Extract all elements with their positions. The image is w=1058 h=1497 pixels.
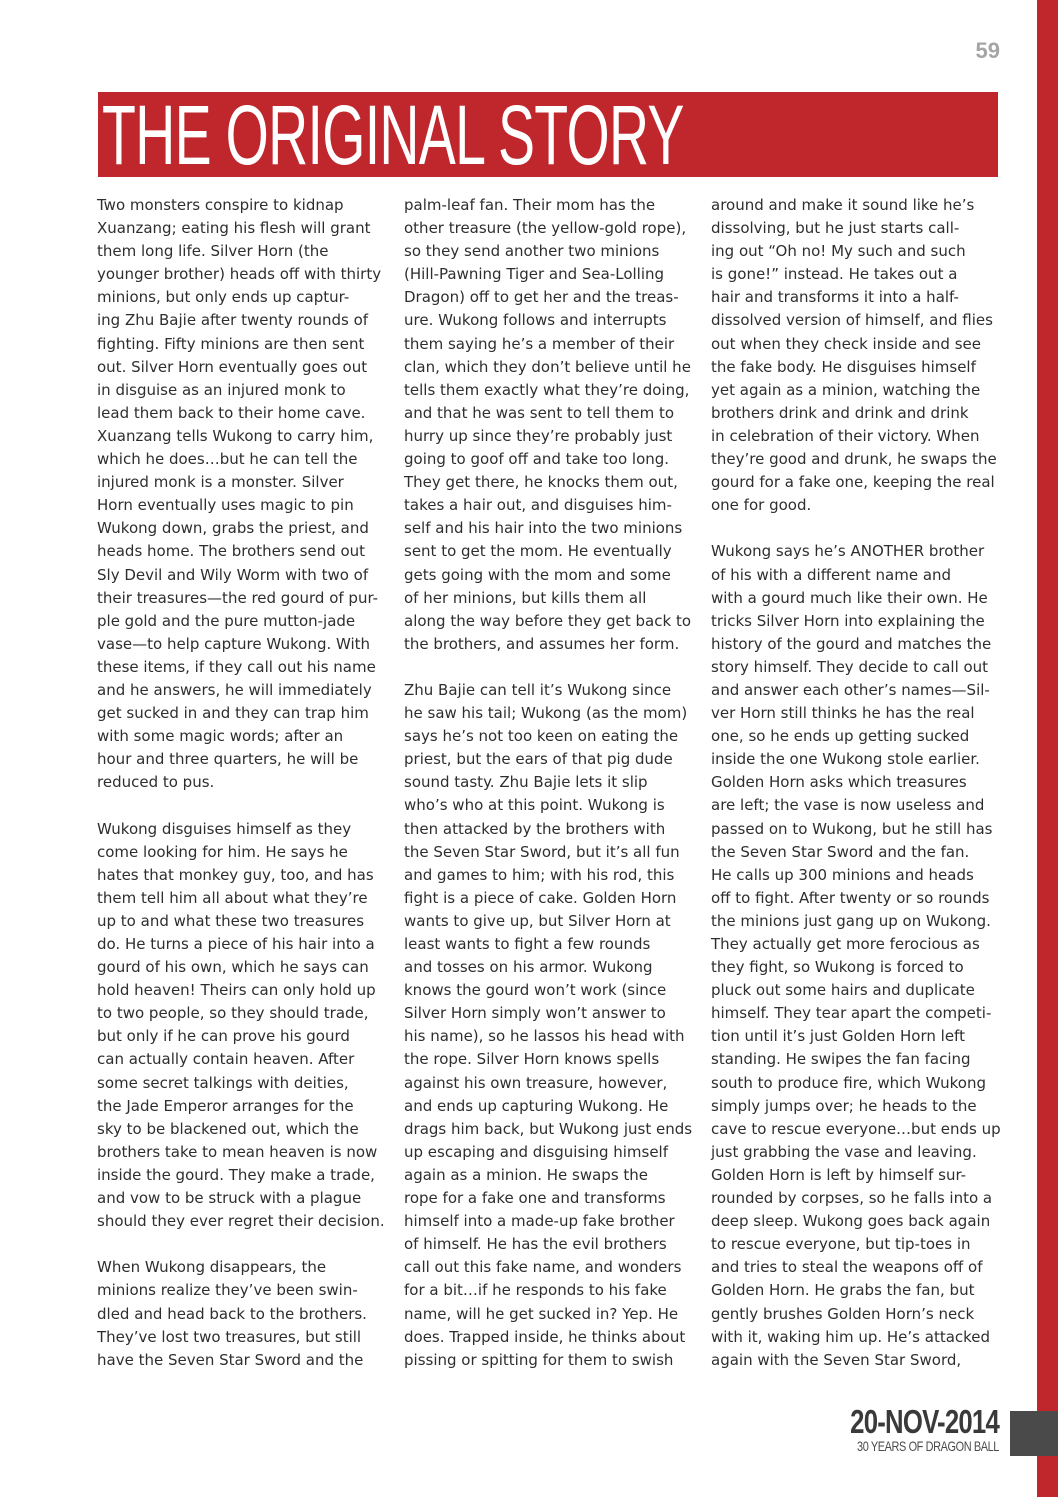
text-line: tricks Silver Horn into explaining the — [711, 611, 985, 630]
text-line: clan, which they don’t believe until he — [404, 357, 691, 376]
text-line: other treasure (the yellow-gold rope), — [404, 219, 687, 238]
text-line: of his with a different name and — [711, 565, 952, 584]
text-line: minions realize they’ve been swin- — [97, 1281, 358, 1300]
text-line: with a gourd much like their own. He — [711, 588, 988, 607]
text-line: again as a minion. He swaps the — [404, 1165, 649, 1184]
text-line: is gone!” instead. He takes out a — [711, 265, 958, 284]
text-line: reduced to pus. — [97, 773, 215, 792]
text-line: They actually get more ferocious as — [711, 935, 980, 953]
text-line: fight is a piece of cake. Golden Horn — [404, 888, 677, 907]
text-line: younger brother) heads off with thirty — [97, 265, 382, 284]
text-line: lead them back to their home cave. — [97, 403, 366, 422]
text-line: ing Zhu Bajie after twenty rounds of — [97, 311, 369, 330]
text-line: Wukong down, grabs the priest, and — [97, 519, 369, 538]
text-line: They’ve lost two treasures, but still — [97, 1327, 362, 1346]
paragraph — [97, 1256, 387, 1371]
text-line: just grabbing the vase and leaving. — [711, 1142, 977, 1161]
text-line: call out this fake name, and wonders — [404, 1258, 682, 1277]
text-line: them saying he’s a member of their — [404, 334, 675, 353]
text-line: vase—to help capture Wukong. With — [97, 634, 371, 653]
text-line: of her minions, but kills them all — [404, 588, 647, 607]
text-column-3 — [711, 194, 1001, 1395]
text-line: the Seven Star Sword and the fan. — [711, 842, 970, 861]
text-line: minions, but only ends up captur- — [97, 288, 350, 307]
text-line: can actually contain heaven. After — [97, 1050, 355, 1069]
paragraph — [711, 194, 1001, 517]
text-line: he saw his tail; Wukong (as the mom) — [404, 704, 688, 723]
text-line: Zhu Bajie can tell it’s Wukong since — [404, 680, 672, 699]
text-line: gourd for a fake one, keeping the real — [711, 473, 995, 492]
text-line: but only if he can prove his gourd — [97, 1027, 350, 1046]
text-line: against his own treasure, however, — [404, 1073, 668, 1092]
text-line: again with the Seven Star Sword, — [711, 1350, 962, 1369]
text-line: to rescue everyone, but tip-toes in — [711, 1235, 971, 1254]
text-line: in disguise as an injured monk to — [97, 380, 346, 399]
text-line: get sucked in and they can trap him — [97, 704, 369, 723]
text-line: which he does…but he can tell the — [97, 450, 358, 469]
text-line: passed on to Wukong, but he still has — [711, 819, 993, 838]
text-line: and games to him; with his rod, this — [404, 865, 675, 884]
text-line: history of the gourd and matches the — [711, 634, 992, 653]
text-line: and that he was sent to tell them to — [404, 403, 675, 422]
text-line: himself. They tear apart the competi- — [711, 1004, 992, 1023]
text-line: story himself. They decide to call out — [711, 657, 989, 676]
text-line: out. Silver Horn eventually goes out — [97, 357, 368, 376]
text-line: have the Seven Star Sword and the — [97, 1350, 364, 1369]
text-line: tells them exactly what they’re doing, — [404, 380, 690, 399]
text-line: sound tasty. Zhu Bajie lets it slip — [404, 773, 648, 792]
text-line: hour and three quarters, he will be — [97, 750, 359, 769]
text-line: up to and what these two treasures — [97, 911, 365, 930]
text-line: to two people, so they should trade, — [97, 1004, 369, 1023]
text-line: brothers take to mean heaven is now — [97, 1142, 378, 1161]
text-line: They get there, he knocks them out, — [404, 473, 678, 492]
text-line: hair and transforms it into a half- — [711, 288, 959, 307]
text-line: drags him back, but Wukong just ends — [404, 1119, 693, 1138]
text-line: the brothers, and assumes her form. — [404, 634, 680, 653]
text-line: with it, waking him up. He’s attacked — [711, 1327, 991, 1346]
text-line: off to fight. After twenty or so rounds — [711, 888, 990, 907]
text-line: and he answers, he will immediately — [97, 680, 372, 699]
text-line: the fake body. He disguises himself — [711, 357, 976, 376]
text-line: along the way before they get back to — [404, 611, 691, 630]
text-line: cave to rescue everyone…but ends up — [711, 1119, 1001, 1138]
text-line: deep sleep. Wukong goes back again — [711, 1212, 991, 1231]
text-line: hurry up since they’re probably just — [404, 426, 673, 445]
text-line: tion until it’s just Golden Horn left — [711, 1027, 965, 1046]
paragraph — [404, 194, 694, 656]
text-line: Golden Horn is left by himself sur- — [711, 1165, 967, 1184]
text-line: Sly Devil and Wily Worm with two of — [97, 565, 369, 584]
text-line: ing out “Oh no! My such and such — [711, 242, 966, 261]
text-line: pissing or spitting for them to swish — [404, 1350, 674, 1369]
text-line: they’re good and drunk, he swaps the — [711, 450, 997, 469]
text-line: should they ever regret their decision. — [97, 1212, 385, 1231]
text-line: going to goof off and take too long. — [404, 450, 670, 469]
footer-accent-block — [1010, 1411, 1058, 1456]
text-line: Xuanzang tells Wukong to carry him, — [97, 426, 374, 445]
text-line: priest, but the ears of that pig dude — [404, 750, 673, 769]
text-line: simply jumps over; he heads to the — [711, 1096, 977, 1115]
text-column-2 — [404, 194, 694, 1395]
text-line: rope for a fake one and transforms — [404, 1189, 666, 1208]
text-line: and tries to steal the weapons off of — [711, 1258, 983, 1277]
text-line: takes a hair out, and disguises him- — [404, 496, 672, 515]
text-line: least wants to fight a few rounds — [404, 935, 651, 953]
text-line: his name), so he lassos his head with — [404, 1027, 685, 1046]
text-line: and vow to be struck with a plague — [97, 1189, 362, 1208]
paragraph — [97, 818, 387, 1234]
text-line: Silver Horn simply won’t answer to — [404, 1004, 666, 1023]
text-line: with some magic words; after an — [97, 727, 344, 746]
text-line: of himself. He has the evil brothers — [404, 1235, 667, 1254]
text-line: gets going with the mom and some — [404, 565, 671, 584]
text-line: the Jade Emperor arranges for the — [97, 1096, 354, 1115]
text-line: He calls up 300 minions and heads — [711, 865, 974, 884]
text-line: are left; the vase is now useless and — [711, 796, 985, 815]
text-line: and tosses on his armor. Wukong — [404, 958, 653, 977]
text-line: sky to be blackened out, which the — [97, 1119, 359, 1138]
text-line: so they send another two minions — [404, 242, 660, 261]
paragraph — [97, 194, 387, 794]
paragraph — [404, 679, 694, 1372]
text-line: ver Horn still thinks he has the real — [711, 704, 975, 723]
text-line: name, will he get sucked in? Yep. He — [404, 1304, 679, 1323]
text-line: for a bit…if he responds to his fake — [404, 1281, 667, 1300]
text-line: in celebration of their victory. When — [711, 426, 980, 445]
right-edge-bar — [1037, 0, 1058, 1497]
text-line: the Seven Star Sword, but it’s all fun — [404, 842, 680, 861]
title-banner — [98, 92, 998, 177]
text-line: (Hill-Pawning Tiger and Sea-Lolling — [404, 265, 665, 284]
text-line: them tell him all about what they’re — [97, 888, 368, 907]
text-line: then attacked by the brothers with — [404, 819, 666, 838]
text-line: pluck out some hairs and duplicate — [711, 981, 975, 1000]
text-line: one, so he ends up getting sucked — [711, 727, 970, 746]
text-line: palm-leaf fan. Their mom has the — [404, 196, 656, 214]
text-line: Two monsters conspire to kidnap — [97, 196, 344, 214]
footer-subtitle: 30 YEARS OF DRAGON BALL — [857, 1438, 999, 1454]
text-line: yet again as a minion, watching the — [711, 380, 981, 399]
text-line: When Wukong disappears, the — [97, 1258, 327, 1277]
text-line: the rope. Silver Horn knows spells — [404, 1050, 660, 1069]
text-line: they fight, so Wukong is forced to — [711, 958, 964, 977]
page-number: 59 — [975, 38, 1000, 63]
text-line: brothers drink and drink and drink — [711, 403, 969, 422]
text-line: Wukong says he’s ANOTHER brother — [711, 542, 985, 561]
text-line: and ends up capturing Wukong. He — [404, 1096, 669, 1115]
text-line: do. He turns a piece of his hair into a — [97, 935, 375, 953]
text-line: heads home. The brothers send out — [97, 542, 366, 561]
page-title: THE ORIGINAL STORY — [102, 92, 684, 177]
footer-date: 20-NOV-2014 — [850, 1403, 999, 1440]
text-line: knows the gourd won’t work (since — [404, 981, 667, 1000]
text-line: wants to give up, but Silver Horn at — [404, 911, 671, 930]
text-line: rounded by corpses, so he falls into a — [711, 1189, 993, 1208]
text-line: who’s who at this point. Wukong is — [404, 796, 665, 815]
text-line: inside the one Wukong stole earlier. — [711, 750, 980, 769]
text-line: self and his hair into the two minions — [404, 519, 683, 538]
text-line: Golden Horn asks which treasures — [711, 773, 967, 792]
text-line: one for good. — [711, 496, 812, 515]
text-line: injured monk is a monster. Silver — [97, 473, 344, 492]
text-line: out when they check inside and see — [711, 334, 981, 353]
text-line: says he’s not too keen on eating the — [404, 727, 679, 746]
text-line: dled and head back to the brothers. — [97, 1304, 367, 1323]
text-line: Dragon) off to get her and the treas- — [404, 288, 679, 307]
text-line: their treasures—the red gourd of pur- — [97, 588, 379, 607]
text-line: these items, if they call out his name — [97, 657, 376, 676]
text-line: inside the gourd. They make a trade, — [97, 1165, 375, 1184]
text-line: Horn eventually uses magic to pin — [97, 496, 354, 515]
paragraph — [711, 540, 1001, 1371]
text-line: gourd of his own, which he says can — [97, 958, 369, 977]
text-line: himself into a made-up fake brother — [404, 1212, 675, 1231]
text-line: Golden Horn. He grabs the fan, but — [711, 1281, 975, 1300]
text-column-1 — [97, 194, 387, 1395]
text-line: dissolved version of himself, and flies — [711, 311, 993, 330]
text-line: hates that monkey guy, too, and has — [97, 865, 374, 884]
text-line: and answer each other’s names—Sil- — [711, 680, 990, 699]
text-line: standing. He swipes the fan facing — [711, 1050, 971, 1069]
text-line: ple gold and the pure mutton-jade — [97, 611, 356, 630]
text-line: up escaping and disguising himself — [404, 1142, 669, 1161]
text-line: Xuanzang; eating his flesh will grant — [97, 219, 371, 238]
text-line: sent to get the mom. He eventually — [404, 542, 672, 561]
text-line: around and make it sound like he’s — [711, 196, 975, 214]
text-line: dissolving, but he just starts call- — [711, 219, 960, 238]
text-line: ure. Wukong follows and interrupts — [404, 311, 667, 330]
text-line: some secret talkings with deities, — [97, 1073, 349, 1092]
text-line: them long life. Silver Horn (the — [97, 242, 329, 261]
text-line: hold heaven! Theirs can only hold up — [97, 981, 376, 1000]
text-line: the minions just gang up on Wukong. — [711, 911, 991, 930]
text-line: south to produce fire, which Wukong — [711, 1073, 986, 1092]
text-line: gently brushes Golden Horn’s neck — [711, 1304, 975, 1323]
text-line: does. Trapped inside, he thinks about — [404, 1327, 686, 1346]
text-line: Wukong disguises himself as they — [97, 819, 352, 838]
text-line: come looking for him. He says he — [97, 842, 348, 861]
text-line: fighting. Fifty minions are then sent — [97, 334, 365, 353]
